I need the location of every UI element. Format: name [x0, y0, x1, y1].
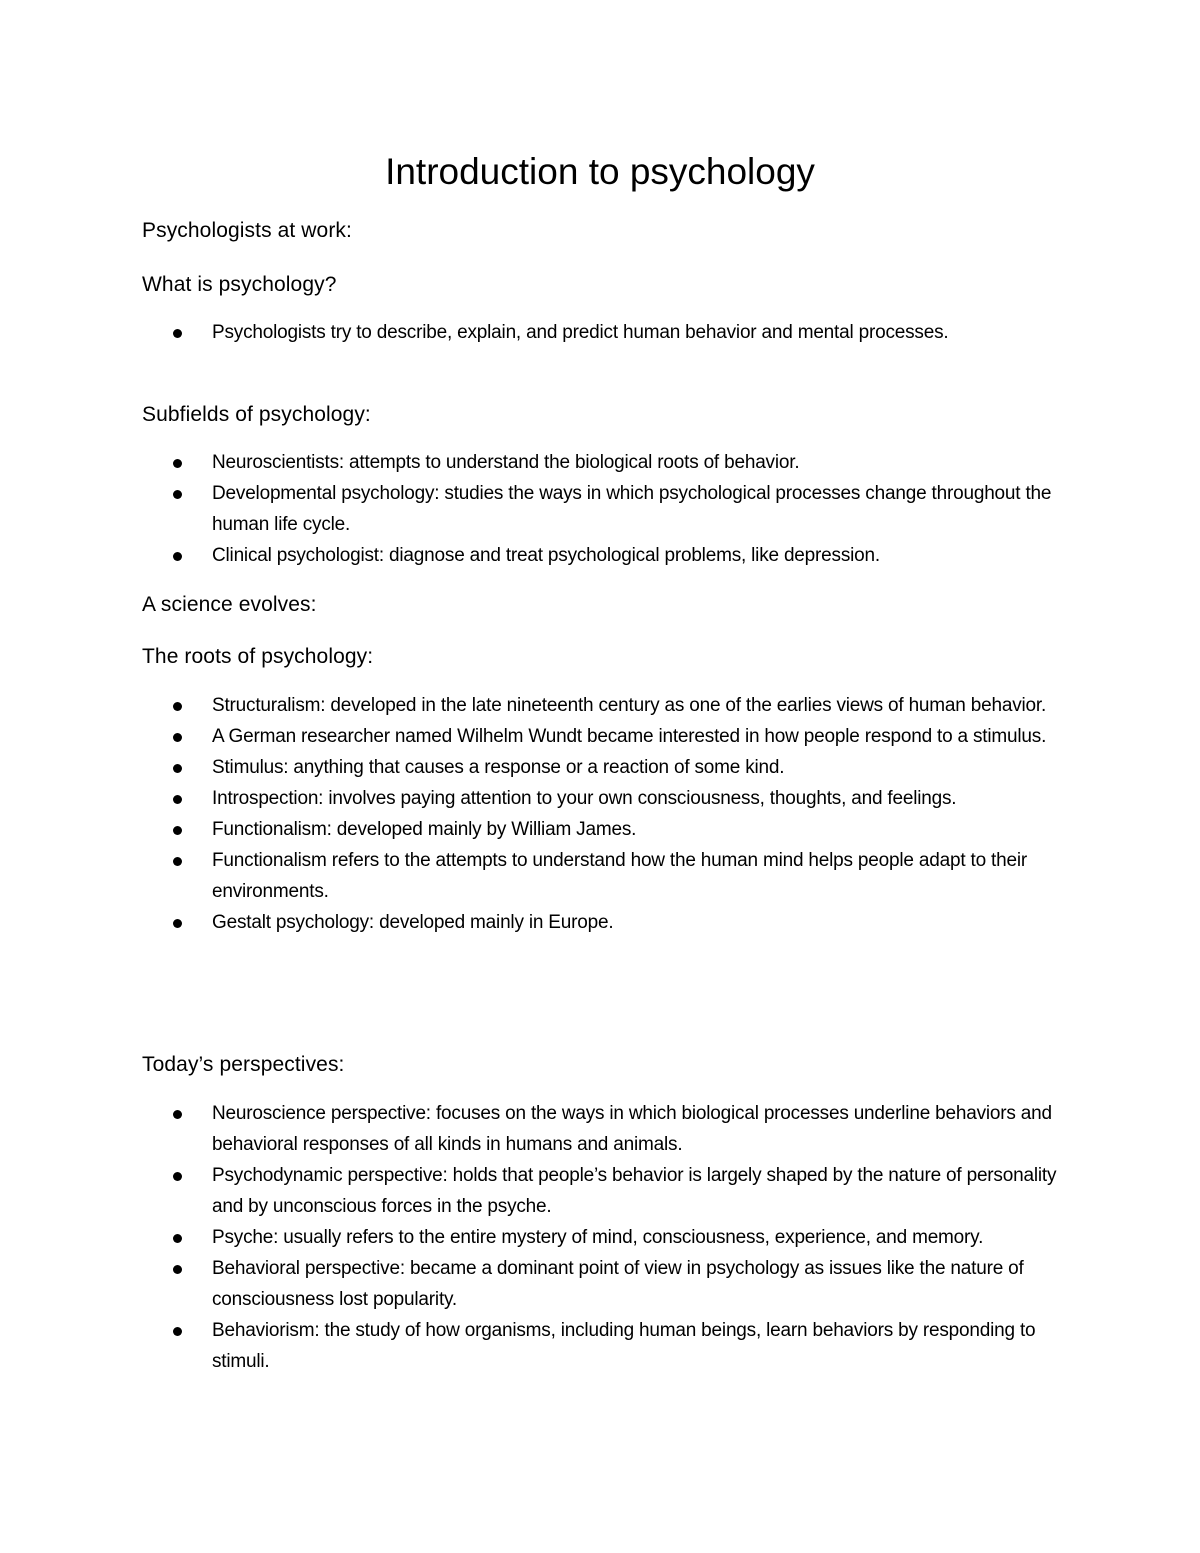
list-item [0, 845, 1062, 907]
bullet-icon [173, 1265, 182, 1274]
list-item-text: Developmental psychology: studies the ways in which psychological processes change throughout the human life cycle. [212, 483, 1052, 535]
bullet-icon [173, 552, 182, 561]
list-item [0, 540, 1062, 571]
list-item-text: Neuroscience perspective: focuses on the ways in which biological processes underline behaviors and behavioral responses of all kinds in humans and animals. [212, 1103, 1052, 1155]
list-item-text: Structuralism: developed in the late nineteenth century as one of the earlies views of human behavior. [212, 695, 1047, 716]
bullet-icon [173, 733, 182, 742]
list-item-text: Functionalism: developed mainly by William James. [212, 819, 637, 840]
bullet-icon [173, 459, 182, 468]
section-heading-subfields: Subfields of psychology: [142, 403, 371, 426]
list-item [0, 690, 1062, 721]
bullet-icon [173, 702, 182, 711]
bullet-icon [173, 1172, 182, 1181]
list-item-text: Stimulus: anything that causes a response or a reaction of some kind. [212, 757, 785, 778]
list-item [0, 478, 1062, 540]
bullet-icon [173, 795, 182, 804]
section-heading-science-evolves: A science evolves: [142, 593, 317, 616]
list-item [0, 814, 1062, 845]
list-item-text: Psychologists try to describe, explain, and predict human behavior and mental processes. [212, 322, 949, 343]
list-item [0, 783, 1062, 814]
list-item-text: Psychodynamic perspective: holds that people’s behavior is largely shaped by the nature of personality and by unconscious forces in the psyche. [212, 1165, 1057, 1217]
bullet-icon [173, 857, 182, 866]
subfields-list [0, 447, 1062, 571]
document-title: Introduction to psychology [385, 151, 815, 192]
roots-list [0, 690, 1062, 938]
list-item-text: Behavioral perspective: became a dominant point of view in psychology as issues like the nature of consciousness lost popularity. [212, 1258, 1024, 1310]
bullet-icon [173, 1234, 182, 1243]
list-item [0, 721, 1062, 752]
list-item-text: Neuroscientists: attempts to understand the biological roots of behavior. [212, 452, 800, 473]
section-heading-todays-perspectives: Today’s perspectives: [142, 1053, 345, 1076]
todays-perspectives-list [0, 1098, 1062, 1377]
bullet-icon [173, 764, 182, 773]
list-item [0, 1160, 1062, 1222]
list-item [0, 447, 1062, 478]
section-heading-what-is-psychology: What is psychology? [142, 273, 337, 296]
list-item [0, 1315, 1062, 1377]
bullet-icon [173, 919, 182, 928]
list-item-text: A German researcher named Wilhelm Wundt became interested in how people respond to a stimulus. [212, 726, 1047, 747]
bullet-icon [173, 826, 182, 835]
list-item [0, 1098, 1062, 1160]
list-item [0, 317, 1062, 348]
list-item [0, 907, 1062, 938]
bullet-icon [173, 329, 182, 338]
list-item-text: Gestalt psychology: developed mainly in Europe. [212, 912, 614, 933]
list-item [0, 1253, 1062, 1315]
bullet-icon [173, 1110, 182, 1119]
list-item-text: Psyche: usually refers to the entire mystery of mind, consciousness, experience, and memory. [212, 1227, 984, 1248]
bullet-icon [173, 1327, 182, 1336]
list-item-text: Introspection: involves paying attention to your own consciousness, thoughts, and feelings. [212, 788, 957, 809]
list-item [0, 1222, 1062, 1253]
what-is-psychology-list [0, 317, 1062, 348]
list-item-text: Behaviorism: the study of how organisms, including human beings, learn behaviors by responding to stimuli. [212, 1320, 1036, 1372]
section-heading-psychologists-at-work: Psychologists at work: [142, 219, 352, 242]
list-item-text: Functionalism refers to the attempts to understand how the human mind helps people adapt to their environments. [212, 850, 1027, 902]
bullet-icon [173, 490, 182, 499]
section-heading-roots: The roots of psychology: [142, 645, 374, 668]
list-item-text: Clinical psychologist: diagnose and treat psychological problems, like depression. [212, 545, 880, 566]
list-item [0, 752, 1062, 783]
